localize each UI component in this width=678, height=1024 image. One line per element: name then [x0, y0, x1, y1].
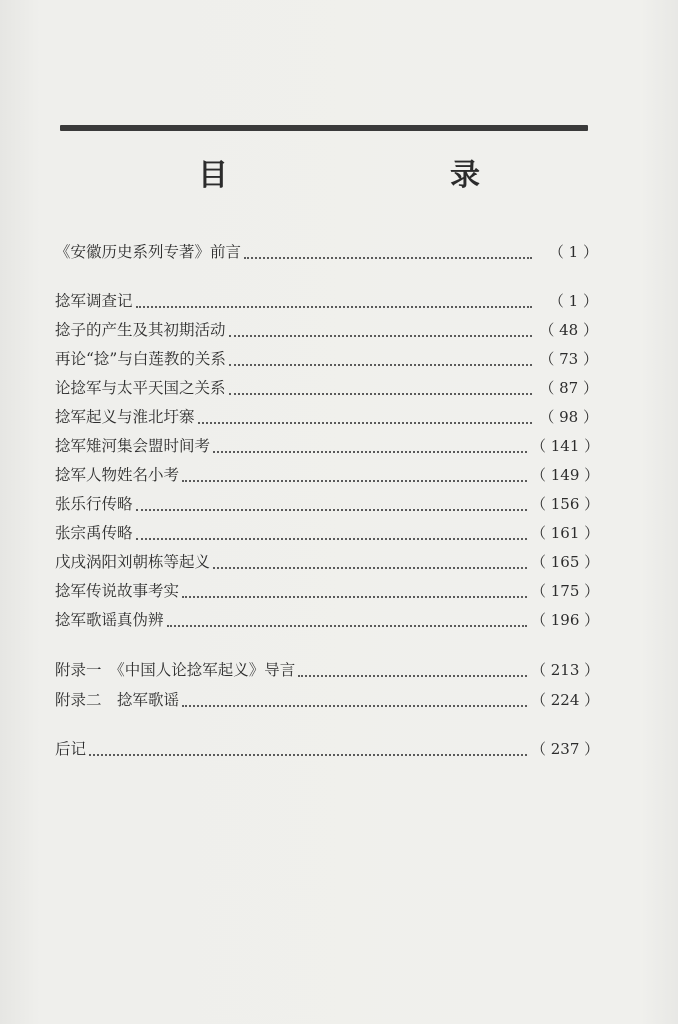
- toc-entry: [55, 461, 600, 485]
- toc-entry: [55, 686, 600, 710]
- toc-entry: [55, 345, 598, 369]
- dot-leader: [136, 302, 532, 308]
- toc-entry: [55, 238, 598, 262]
- dot-leader: [182, 476, 527, 482]
- toc-entry: [55, 374, 598, 398]
- dot-leader: [89, 750, 527, 756]
- dot-leader: [244, 253, 532, 259]
- dot-leader: [229, 331, 532, 337]
- toc-entry-label: 《安徽历史系列专著》前言: [55, 243, 242, 261]
- dot-leader: [229, 360, 532, 366]
- toc-entry-label: 张宗禹传略: [55, 524, 133, 542]
- toc-entry: [55, 403, 598, 427]
- toc-entry: [55, 519, 600, 543]
- dot-leader: [182, 701, 527, 707]
- toc-entry: [55, 287, 598, 311]
- dot-leader: [229, 389, 532, 395]
- toc-entry: [55, 735, 600, 759]
- toc-entry-page: （ 165 ）: [531, 553, 600, 571]
- dot-leader: [136, 505, 527, 511]
- toc-entry-label: 捻军起义与淮北圩寨: [55, 408, 195, 426]
- toc-entry-label: 论捻军与太平天国之关系: [55, 379, 226, 397]
- toc-entry-label: 捻军雉河集会盟时间考: [55, 437, 211, 455]
- toc-entry-label: 捻子的产生及其初期活动: [55, 321, 226, 339]
- toc-entry-page: （ 73 ）: [539, 350, 598, 368]
- toc-entry: [55, 577, 600, 601]
- toc-entry-label: 张乐行传略: [55, 495, 133, 513]
- dot-leader: [213, 447, 527, 453]
- toc-entry-page: （ 175 ）: [531, 582, 600, 600]
- toc-entry-page: （ 1 ）: [548, 292, 598, 310]
- toc-entry-page: （ 149 ）: [531, 466, 600, 484]
- toc-entry-label: 附录二 捻军歌谣: [55, 691, 180, 709]
- toc-entry: [55, 490, 600, 514]
- toc-entry-label: 附录一 《中国人论捻军起义》导言: [55, 661, 296, 679]
- dot-leader: [213, 563, 527, 569]
- toc-entry-label: 捻军调查记: [55, 292, 133, 310]
- dot-leader: [167, 621, 527, 627]
- toc-entry-page: （ 1 ）: [548, 243, 598, 261]
- dot-leader: [136, 534, 527, 540]
- toc-entry-label: 再论“捻”与白莲教的关系: [55, 350, 226, 368]
- page-title: 目 录: [198, 158, 534, 193]
- toc-entry-page: （ 156 ）: [531, 495, 600, 513]
- toc-entry: [55, 432, 600, 456]
- dot-leader: [182, 592, 527, 598]
- toc-entry-label: 捻军歌谣真伪辨: [55, 611, 164, 629]
- toc-entry: [55, 548, 600, 572]
- toc-entry-label: 戊戌涡阳刘朝栋等起义: [55, 553, 211, 571]
- dot-leader: [298, 671, 527, 677]
- toc-entry-page: （ 48 ）: [539, 321, 598, 339]
- toc-entry: [55, 656, 600, 680]
- toc-entry-page: （ 196 ）: [531, 611, 600, 629]
- toc-entry-page: （ 98 ）: [539, 408, 598, 426]
- toc-entry: [55, 606, 600, 630]
- toc-entry-page: （ 161 ）: [531, 524, 600, 542]
- toc-entry-page: （ 141 ）: [531, 437, 600, 455]
- toc-entry-label: 捻军传说故事考实: [55, 582, 180, 600]
- dot-leader: [198, 418, 532, 424]
- toc-entry-label: 捻军人物姓名小考: [55, 466, 180, 484]
- toc-entry-page: （ 87 ）: [539, 379, 598, 397]
- toc-entry-page: （ 213 ）: [531, 661, 600, 679]
- toc-entry-page: （ 224 ）: [531, 691, 600, 709]
- toc-entry: [55, 316, 598, 340]
- toc-entry-page: （ 237 ）: [531, 740, 600, 758]
- toc-entry-label: 后记: [55, 740, 87, 758]
